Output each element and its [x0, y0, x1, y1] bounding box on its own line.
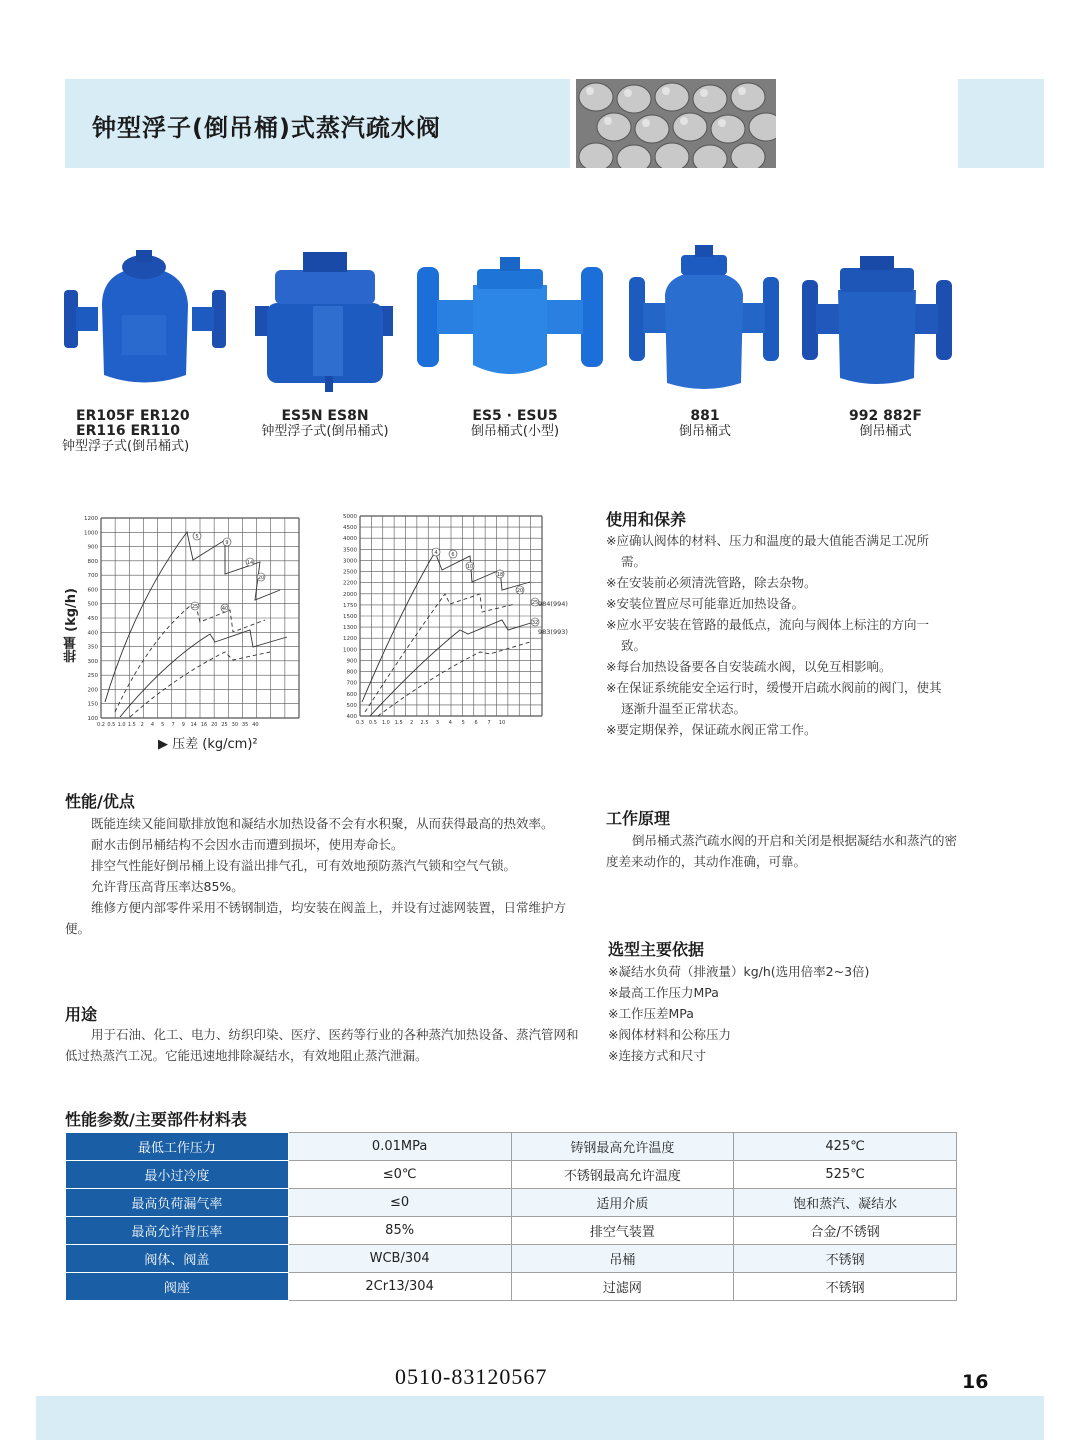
x-tick-label: 1.5: [127, 722, 136, 728]
series-label: 18: [496, 572, 504, 578]
y-tick-label: 100: [87, 716, 98, 722]
chart-x-label-text: 压差 (kg/cm)²: [172, 737, 258, 752]
y-tick-label: 150: [87, 701, 98, 708]
series-label: 25: [531, 600, 539, 606]
table-row: [66, 1273, 957, 1301]
x-tick-label: 7: [171, 722, 175, 728]
product-type: 倒吊桶式: [678, 424, 731, 439]
product-code: ES5 · ESU5: [472, 408, 558, 424]
valve-992-image: [800, 250, 955, 390]
y-tick-label: 1200: [84, 516, 98, 522]
y-tick-label: 800: [87, 558, 98, 565]
y-tick-label: 700: [346, 680, 357, 687]
x-tick-label: 10: [498, 720, 506, 726]
valve-er-image: [62, 245, 237, 395]
chart-annotation: 984(994): [538, 600, 568, 608]
y-tick-label: 3500: [343, 547, 357, 554]
x-tick-label: 2: [410, 720, 414, 726]
table-row: [66, 1161, 957, 1189]
product-type: 倒吊桶式(小型): [470, 424, 560, 439]
product-code: ER116 ER110: [76, 423, 181, 439]
usage-item: ※要定期保养，保证疏水阀正常工作。: [606, 722, 817, 737]
y-tick-label: 1300: [343, 625, 357, 632]
x-tick-label: 5: [161, 722, 165, 728]
table-header-cell: 阀体、阀盖: [66, 1245, 289, 1273]
series-label: 10: [466, 564, 474, 570]
performance-text: [65, 813, 590, 939]
x-tick-label: 4: [448, 720, 452, 726]
series-line: [370, 620, 534, 716]
table-cell: 85%: [288, 1217, 511, 1245]
series-label: 32: [531, 620, 539, 626]
y-tick-label: 900: [346, 658, 357, 665]
x-tick-label: 25: [221, 722, 228, 728]
table-header-cell: 阀座: [66, 1273, 289, 1301]
y-tick-label: 1000: [84, 530, 98, 537]
y-tick-label: 5000: [343, 514, 357, 520]
table-cell: 425℃: [734, 1133, 957, 1161]
y-tick-label: 500: [87, 601, 98, 608]
product-code: 881: [690, 408, 720, 424]
x-tick-label: 1.0: [381, 720, 390, 726]
y-tick-label: 800: [346, 669, 357, 676]
discharge-chart-1: [75, 512, 315, 734]
performance-paragraph: 允许背压高背压率达85%。: [91, 879, 244, 894]
product-type: 倒吊桶式: [859, 424, 912, 439]
y-tick-label: 2200: [343, 580, 357, 587]
y-tick-label: 4500: [343, 525, 357, 532]
y-tick-label: 1500: [343, 614, 357, 620]
y-tick-label: 4000: [343, 536, 357, 543]
table-cell: 排空气装置: [511, 1217, 734, 1245]
y-tick-label: 2500: [343, 569, 357, 576]
performance-paragraph: 耐水击倒吊桶结构不会因水击而遭到损坏，使用寿命长。: [91, 837, 404, 852]
header-photo: [576, 79, 776, 168]
valve-881-image: [627, 245, 782, 395]
selection-item: ※工作压差MPa: [608, 1006, 694, 1021]
usage-item: ※在保证系统能安全运行时，缓慢开启疏水阀前的阀门，使其逐渐升温至正常状态。: [606, 680, 942, 716]
table-cell: 过滤网: [511, 1273, 734, 1301]
y-tick-label: 500: [346, 702, 357, 709]
product-type: 钟型浮子式(倒吊桶式): [62, 439, 190, 454]
page-title: 钟型浮子(倒吊桶)式蒸汽疏水阀: [92, 114, 441, 142]
x-tick-label: 35: [241, 722, 249, 728]
purpose-paragraph: 用于石油、化工、电力、纺织印染、医疗、医药等行业的各种蒸汽加热设备、蒸汽管网和低过热蒸汽工况。它能迅速地排除凝结水，有效地阻止蒸汽泄漏。: [65, 1027, 579, 1063]
y-tick-label: 250: [87, 673, 98, 680]
table-row: [66, 1217, 957, 1245]
selection-item: ※连接方式和尺寸: [608, 1048, 706, 1063]
x-tick-label: 7: [487, 720, 491, 726]
table-cell: 合金/不锈钢: [734, 1217, 957, 1245]
x-tick-label: 9: [181, 722, 185, 728]
discharge-chart-2: [330, 502, 595, 730]
x-tick-label: 1.0: [117, 722, 126, 728]
selection-title: 选型主要依据: [608, 940, 705, 959]
y-tick-label: 900: [87, 544, 98, 551]
product-881: [650, 409, 760, 439]
y-tick-label: 400: [346, 714, 357, 720]
usage-item: ※应水平安装在管路的最低点，流向与阀体上标注的方向一致。: [606, 617, 929, 653]
y-tick-label: 2000: [343, 591, 357, 598]
table-cell: 不锈钢: [734, 1245, 957, 1273]
usage-item: ※安装位置应尽可能靠近加热设备。: [606, 596, 804, 611]
selection-item: ※阀体材料和公称压力: [608, 1027, 731, 1042]
performance-paragraph: 维修方便内部零件采用不锈钢制造，均安装在阀盖上，并设有过滤网装置，日常维护方便。: [65, 900, 567, 936]
table-cell: 吊桶: [511, 1245, 734, 1273]
y-tick-label: 300: [87, 658, 98, 665]
table-cell: 饱和蒸汽、凝结水: [734, 1189, 957, 1217]
principle-paragraph: 倒吊桶式蒸汽疏水阀的开启和关闭是根据凝结水和蒸汽的密度差来动作的，其动作准确，可靠。: [606, 833, 958, 869]
y-tick-label: 350: [87, 644, 98, 651]
product-code: 992 882F: [849, 408, 922, 424]
x-tick-label: 2: [140, 722, 144, 728]
y-tick-label: 400: [87, 630, 98, 637]
phone-number: 0510-83120567: [395, 1364, 548, 1389]
product-es5n: [245, 409, 405, 439]
x-tick-label: 0.5: [107, 722, 116, 728]
parameters-table: [65, 1132, 957, 1301]
valve-cluster-image: [576, 79, 776, 168]
performance-title: 性能/优点: [65, 792, 135, 811]
x-tick-label: 0.3: [356, 720, 364, 726]
x-tick-label: 3: [435, 720, 440, 726]
series-label: 9: [225, 540, 229, 546]
series-line: [105, 532, 280, 702]
series-label: 25: [191, 604, 199, 610]
y-tick-label: 700: [87, 573, 98, 580]
usage-item: ※每台加热设备要各自安装疏水阀，以免互相影响。: [606, 659, 892, 674]
y-tick-label: 1200: [343, 636, 357, 643]
y-tick-label: 3000: [343, 558, 357, 565]
y-tick-label: 450: [87, 616, 98, 622]
usage-item: ※应确认阀体的材料、压力和温度的最大值能否满足工况所需。: [606, 533, 929, 569]
valve-es5-image: [415, 255, 605, 390]
usage-care-title: 使用和保养: [606, 510, 687, 529]
principle-text: [606, 830, 961, 872]
table-cell: 适用介质: [511, 1189, 734, 1217]
table-cell: ≤0: [288, 1189, 511, 1217]
table-cell: 铸钢最高允许温度: [511, 1133, 734, 1161]
series-label: 4: [434, 550, 438, 556]
x-tick-label: 20: [211, 722, 218, 728]
table-header-cell: 最高允许背压率: [66, 1217, 289, 1245]
x-tick-label: 5: [461, 720, 465, 726]
product-type: 钟型浮子式(倒吊桶式): [261, 424, 389, 439]
x-tick-label: 0.2: [97, 722, 105, 728]
table-cell: WCB/304: [288, 1245, 511, 1273]
x-tick-label: 16: [200, 722, 208, 728]
table-cell: 2Cr13/304: [288, 1273, 511, 1301]
valve-es5n-image: [255, 248, 395, 398]
series-label: 20: [516, 588, 524, 594]
table-cell: 不锈钢最高允许温度: [511, 1161, 734, 1189]
chart-annotation: 983(993): [538, 628, 568, 636]
table-header-cell: 最高负荷漏气率: [66, 1189, 289, 1217]
purpose-text: [65, 1024, 590, 1066]
header-right-band: [958, 79, 1044, 168]
selection-item: ※凝结水负荷（排液量）kg/h(选用倍率2~3倍): [608, 964, 870, 979]
y-tick-label: 600: [346, 691, 357, 698]
footer-band: [36, 1396, 1044, 1440]
x-tick-label: 1.5: [394, 720, 403, 726]
table-cell: 0.01MPa: [288, 1133, 511, 1161]
performance-paragraph: 既能连续又能间歇排放饱和凝结水加热设备不会有水积聚，从而获得最高的热效率。: [91, 816, 554, 831]
x-tick-label: 0.5: [368, 720, 377, 726]
y-tick-label: 1750: [343, 602, 357, 609]
selection-list: [608, 961, 958, 1066]
product-er: [62, 409, 212, 454]
series-label: 40: [221, 606, 229, 612]
page-number: 16: [962, 1371, 989, 1393]
table-header-cell: 最低工作压力: [66, 1133, 289, 1161]
usage-care-list: [606, 530, 951, 740]
x-tick-label: 2.5: [420, 720, 429, 726]
table-header-cell: 最小过冷度: [66, 1161, 289, 1189]
table-row: [66, 1245, 957, 1273]
product-code: ER105F ER120: [76, 408, 190, 424]
product-992: [828, 409, 943, 439]
series-label: 14: [246, 560, 254, 566]
x-tick-label: 6: [474, 720, 478, 726]
series-label: 20: [257, 575, 265, 581]
purpose-title: 用途: [65, 1005, 98, 1024]
y-tick-label: 600: [87, 587, 98, 594]
table-title: 性能参数/主要部件材料表: [65, 1110, 247, 1129]
y-tick-label: 200: [87, 687, 98, 694]
x-tick-label: 14: [190, 722, 197, 728]
performance-paragraph: 排空气性能好倒吊桶上设有溢出排气孔，可有效地预防蒸汽气锁和空气气锁。: [91, 858, 517, 873]
table-row: [66, 1133, 957, 1161]
series-label: 5: [195, 534, 199, 540]
x-tick-label: 40: [252, 722, 259, 728]
table-cell: ≤0℃: [288, 1161, 511, 1189]
selection-item: ※最高工作压力MPa: [608, 985, 719, 1000]
table-row: [66, 1189, 957, 1217]
series-label: 6: [451, 552, 455, 558]
usage-item: ※在安装前必须清洗管路，除去杂物。: [606, 575, 817, 590]
product-code: ES5N ES8N: [281, 408, 369, 424]
x-tick-label: 4: [150, 722, 155, 728]
product-es5: [440, 409, 590, 439]
principle-title: 工作原理: [606, 809, 671, 828]
table-cell: 525℃: [734, 1161, 957, 1189]
table-cell: 不锈钢: [734, 1273, 957, 1301]
chart-y-label: 排量 (kg/h): [64, 588, 79, 663]
x-tick-label: 30: [231, 722, 239, 728]
y-tick-label: 1000: [343, 647, 357, 654]
chart-x-label: ▶ 压差 (kg/cm)²: [158, 737, 258, 752]
